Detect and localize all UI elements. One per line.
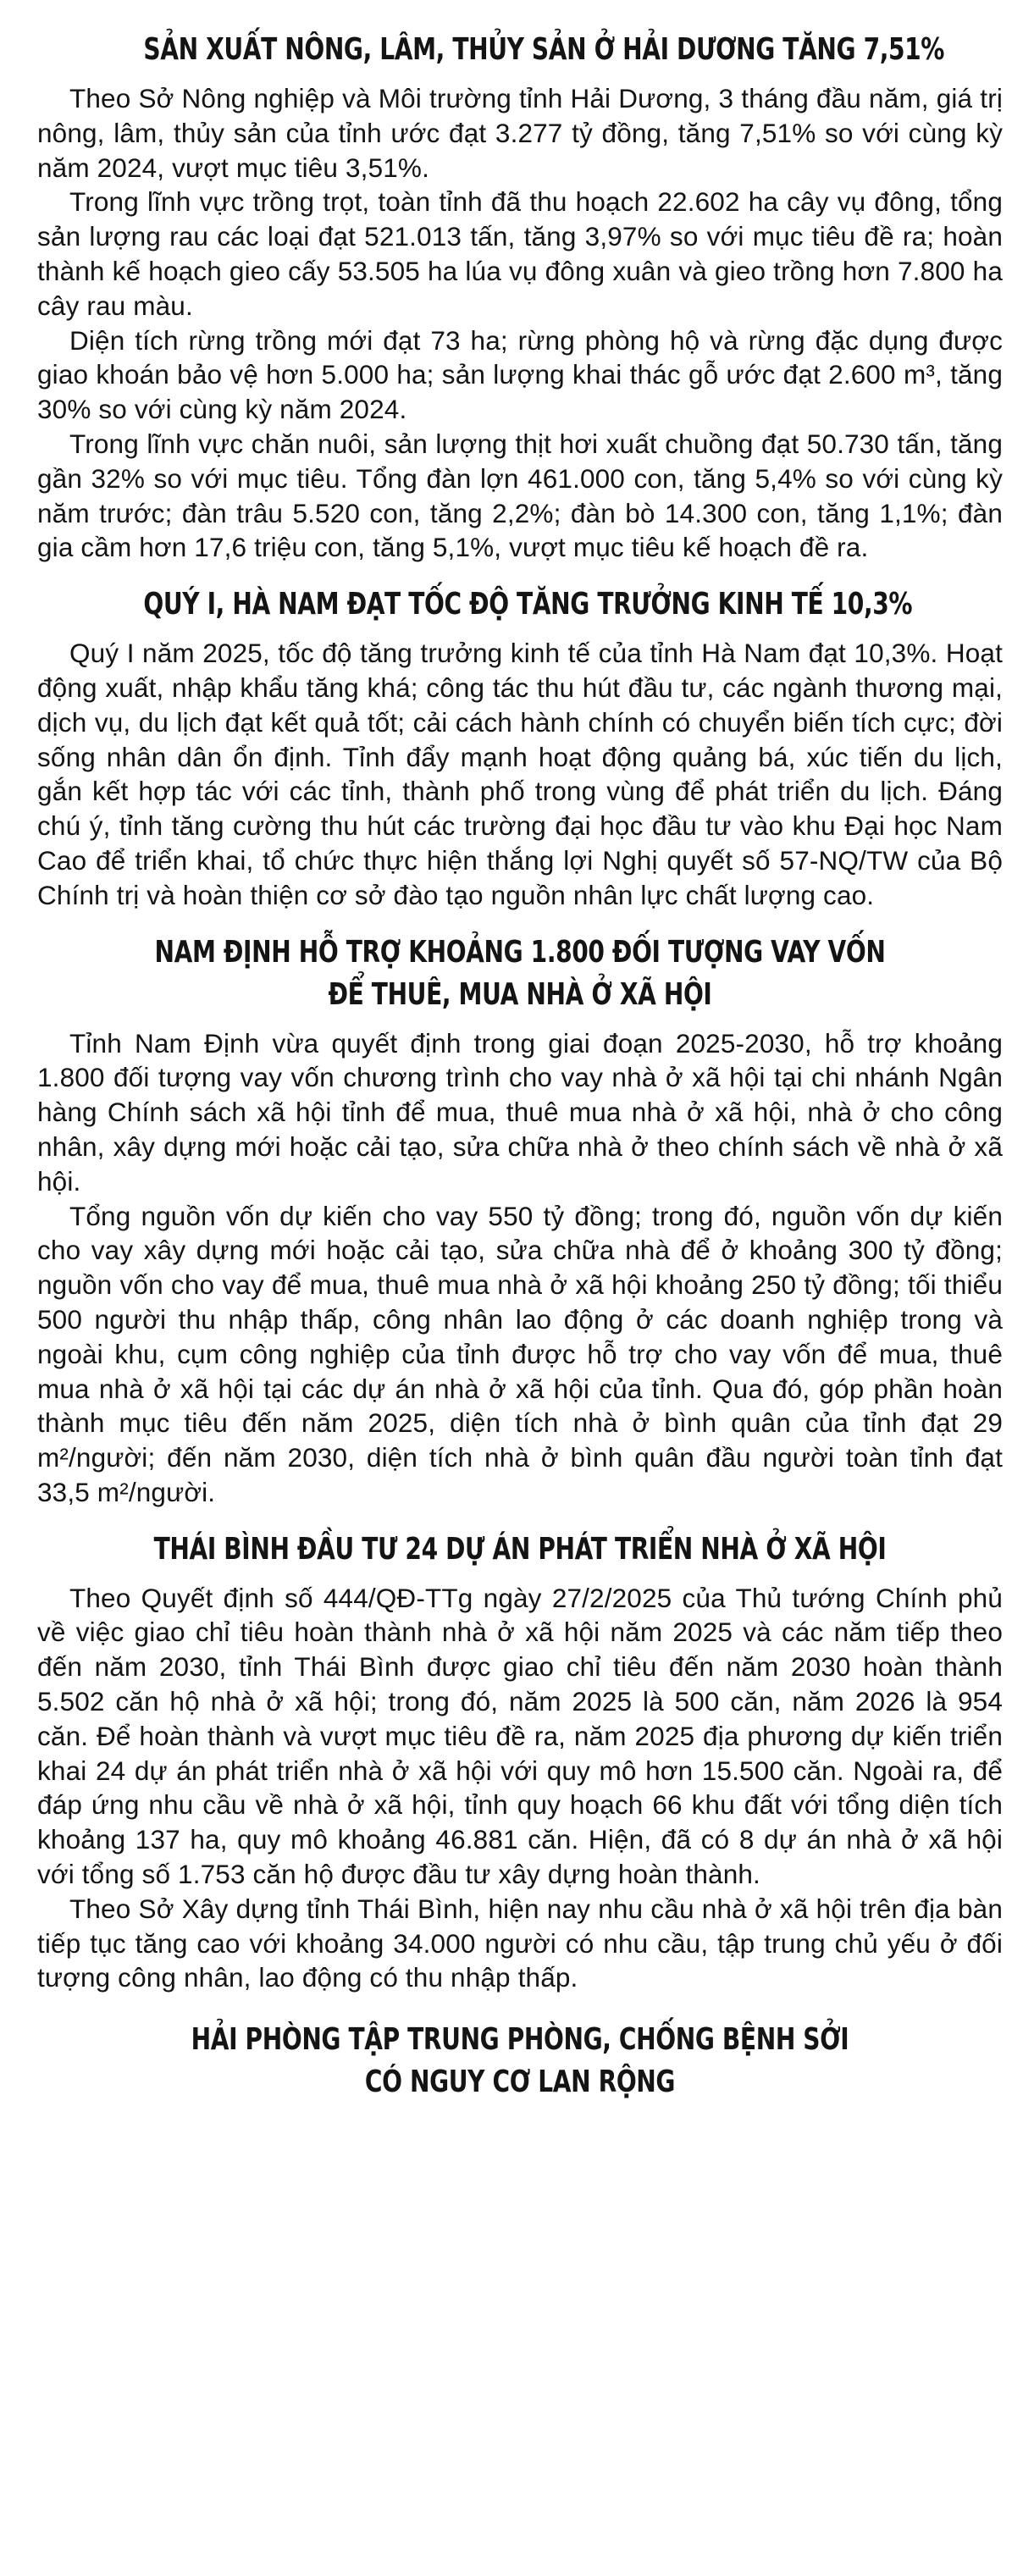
article-title-nam-dinh-line2: ĐỂ THUÊ, MUA NHÀ Ở XÃ HỘI	[328, 976, 712, 1012]
article-paragraph: Tổng nguồn vốn dự kiến cho vay 550 tỷ đồng; trong đó, nguồn vốn dự kiến cho vay xây dựng mới hoặc cải tạo, sửa chữa nhà để ở khoảng 300 tỷ đồng; nguồn vốn cho vay để mua, thuê mua nhà ở xã hội khoảng 250 tỷ đồng; tối thiểu 500 người thu nhập thấp, công nhân lao động ở các doanh nghiệp trong và ngoài khu, cụm công nghiệp của tỉnh được hỗ trợ cho vay vốn để mua, thuê mua nhà ở xã hội tại các dự án nhà ở xã hội của tỉnh. Qua đó, góp phần hoàn thành mục tiêu đến năm 2025, diện tích nhà ở bình quân của tỉnh đạt 29 m²/người; đến năm 2030, diện tích nhà ở bình quân đầu người toàn tỉnh đạt 33,5 m²/người.	[37, 1200, 1003, 1507]
news-page	[37, 0, 1003, 2103]
article-title-hai-duong: SẢN XUẤT NÔNG, LÂM, THỦY SẢN Ở HẢI DƯƠNG TĂNG 7,51%	[143, 32, 945, 67]
article-paragraph: Theo Quyết định số 444/QĐ-TTg ngày 27/2/2025 của Thủ tướng Chính phủ về việc giao chỉ tiêu hoàn thành nhà ở xã hội năm 2025 và các năm tiếp theo đến năm 2030, tỉnh Thái Bình được giao chỉ tiêu đến năm 2030 hoàn thành 5.502 căn hộ nhà ở xã hội; trong đó, năm 2025 là 500 căn, năm 2026 là 954 căn. Để hoàn thành và vượt mục tiêu đề ra, năm 2025 địa phương dự kiến triển khai 24 dự án phát triển nhà ở xã hội với quy mô hơn 15.500 căn. Ngoài ra, để đáp ứng nhu cầu về nhà ở xã hội, tỉnh quy hoạch 66 khu đất với tổng diện tích khoảng 137 ha, quy mô khoảng 46.881 căn. Hiện, đã có 8 dự án nhà ở xã hội với tổng số 1.753 căn hộ được đầu tư xây dựng hoàn thành.	[37, 1582, 1003, 1890]
article-paragraph: Trong lĩnh vực chăn nuôi, sản lượng thịt hơi xuất chuồng đạt 50.730 tấn, tăng gần 32% so với mục tiêu. Tổng đàn lợn 461.000 con, tăng 5,4% so với cùng kỳ năm trước; đàn trâu 5.520 con, tăng 2,2%; đàn bò 14.300 con, tăng 1,1%; đàn gia cầm hơn 17,6 triệu con, tăng 5,1%, vượt mục tiêu kế hoạch đề ra.	[37, 428, 1003, 563]
article-paragraph: Trong lĩnh vực trồng trọt, toàn tỉnh đã thu hoạch 22.602 ha cây vụ đông, tổng sản lượng rau các loại đạt 521.013 tấn, tăng 3,97% so với mục tiêu đề ra; hoàn thành kế hoạch gieo cấy 53.505 ha lúa vụ đông xuân và gieo trồng hơn 7.800 ha cây rau màu.	[37, 186, 1003, 321]
article-paragraph: Theo Sở Nông nghiệp và Môi trường tỉnh Hải Dương, 3 tháng đầu năm, giá trị nông, lâm, thủy sản của tỉnh ước đạt 3.277 tỷ đồng, tăng 7,51% so với cùng kỳ năm 2024, vượt mục tiêu 3,51%.	[37, 83, 1003, 183]
article-paragraph: Quý I năm 2025, tốc độ tăng trưởng kinh tế của tỉnh Hà Nam đạt 10,3%. Hoạt động xuất, nhập khẩu tăng khá; công tác thu hút đầu tư, các ngành thương mại, dịch vụ, du lịch đạt kết quả tốt; cải cách hành chính có chuyển biến tích cực; đời sống nhân dân ổn định. Tỉnh đẩy mạnh hoạt động quảng bá, xúc tiến du lịch, gắn kết hợp tác với các tỉnh, thành phố trong vùng để phát triển du lịch. Đáng chú ý, tỉnh tăng cường thu hút các trường đại học đầu tư vào khu Đại học Nam Cao để triển khai, tổ chức thực hiện thắng lợi Nghị quyết số 57-NQ/TW của Bộ Chính trị và hoàn thiện cơ sở đào tạo nguồn nhân lực chất lượng cao.	[37, 638, 1003, 910]
article-paragraph: Theo Sở Xây dựng tỉnh Thái Bình, hiện nay nhu cầu nhà ở xã hội trên địa bàn tiếp tục tăng cao với khoảng 34.000 người có nhu cầu, tập trung chủ yếu ở đối tượng công nhân, lao động có thu nhập thấp.	[37, 1893, 1003, 1993]
article-paragraph: Diện tích rừng trồng mới đạt 73 ha; rừng phòng hộ và rừng đặc dụng được giao khoán bảo vệ hơn 5.000 ha; sản lượng khai thác gỗ ước đạt 2.600 m³, tăng 30% so với cùng kỳ năm 2024.	[37, 324, 1003, 425]
article-title-hai-phong-line1: HẢI PHÒNG TẬP TRUNG PHÒNG, CHỐNG BỆNH SỞI	[191, 2022, 849, 2058]
article-title-ha-nam: QUÝ I, HÀ NAM ĐẠT TỐC ĐỘ TĂNG TRƯỞNG KINH TẾ 10,3%	[143, 587, 913, 622]
article-title-hai-phong-line2: CÓ NGUY CƠ LAN RỘNG	[364, 2065, 676, 2100]
article-paragraph: Tỉnh Nam Định vừa quyết định trong giai đoạn 2025-2030, hỗ trợ khoảng 1.800 đối tượng vay vốn chương trình cho vay nhà ở xã hội tại chi nhánh Ngân hàng Chính sách xã hội tỉnh để mua, thuê mua nhà ở xã hội, nhà ở cho công nhân, xây dựng mới hoặc cải tạo, sửa chữa nhà ở theo chính sách về nhà ở xã hội.	[37, 1027, 1003, 1197]
article-title-nam-dinh-line1: NAM ĐỊNH HỖ TRỢ KHOẢNG 1.800 ĐỐI TƯỢNG VAY VỐN	[154, 934, 886, 970]
article-title-thai-binh: THÁI BÌNH ĐẦU TƯ 24 DỰ ÁN PHÁT TRIỂN NHÀ Ở XÃ HỘI	[153, 1531, 887, 1567]
